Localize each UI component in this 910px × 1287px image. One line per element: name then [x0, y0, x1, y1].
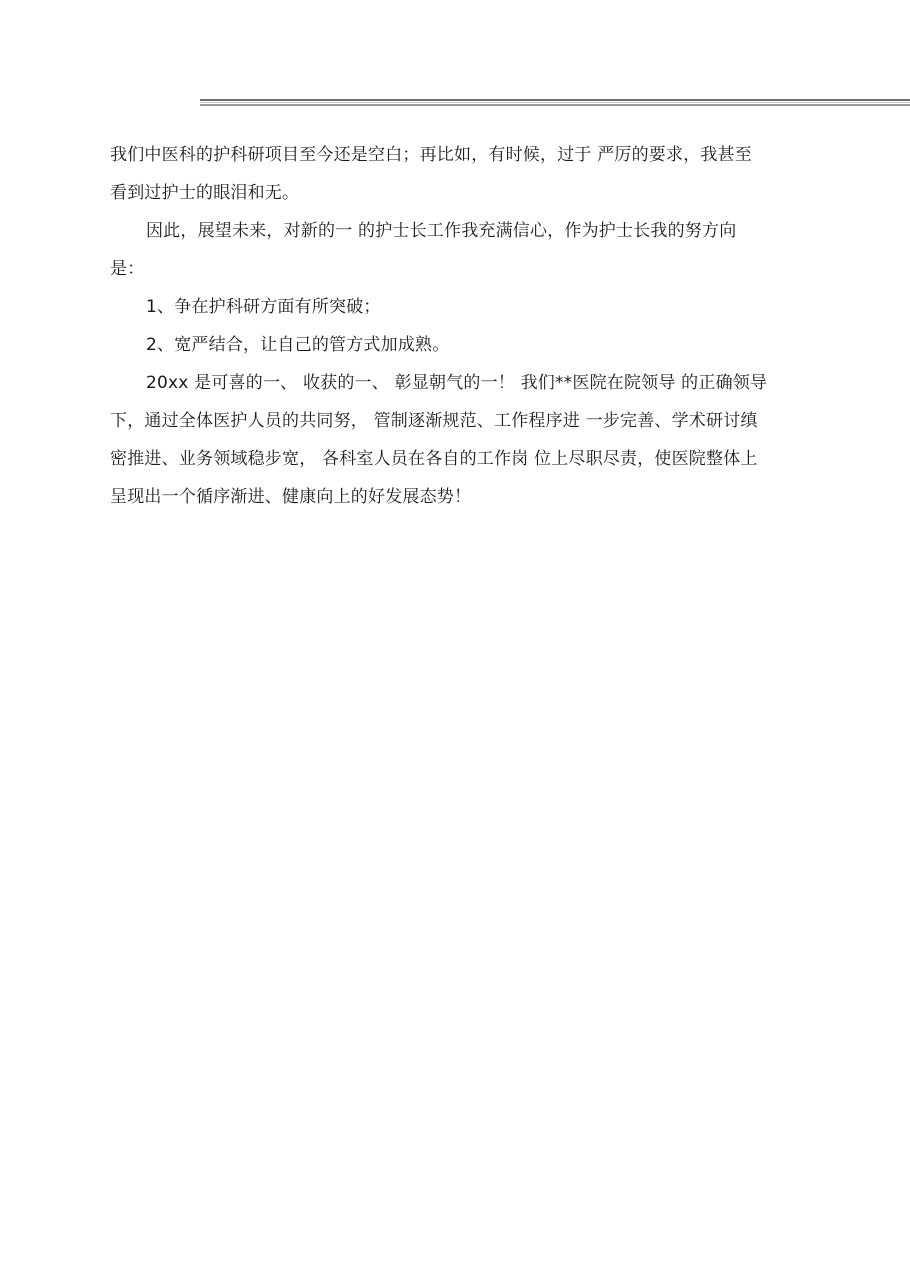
- text-line: 呈现出一个循序渐进、健康向上的好发展态势！: [110, 487, 472, 507]
- header-rule-bottom-line: [200, 104, 910, 106]
- text-line: 20xx 是可喜的一、 收获的一、 彰显朝气的一！ 我们**医院在院领导 的正确领导: [146, 373, 768, 393]
- text-line: 密推进、业务领域稳步宽， 各科室人员在各自的工作岗 位上尽职尽责，使医院整体上: [110, 449, 758, 469]
- header-rule-middle-line: [200, 102, 910, 103]
- list-item: 2、宽严结合，让自己的管方式加成熟。: [146, 335, 450, 355]
- list-item: 1、争在护科研方面有所突破；: [146, 297, 381, 317]
- text-line: 我们中医科的护科研项目至今还是空白；再比如，有时候，过于 严厉的要求，我甚至: [110, 145, 753, 165]
- header-rule-top-line: [200, 99, 910, 101]
- text-line: 下，通过全体医护人员的共同努， 管制逐渐规范、工作程序进 一步完善、学术研讨缜: [110, 411, 758, 431]
- header-rule: [200, 99, 910, 106]
- text-line: 因此，展望未来，对新的一 的护士长工作我充满信心，作为护士长我的努方向: [146, 221, 737, 241]
- document-body: [110, 136, 810, 516]
- text-line: 看到过护士的眼泪和无。: [110, 183, 300, 203]
- text-line: 是：: [110, 259, 145, 279]
